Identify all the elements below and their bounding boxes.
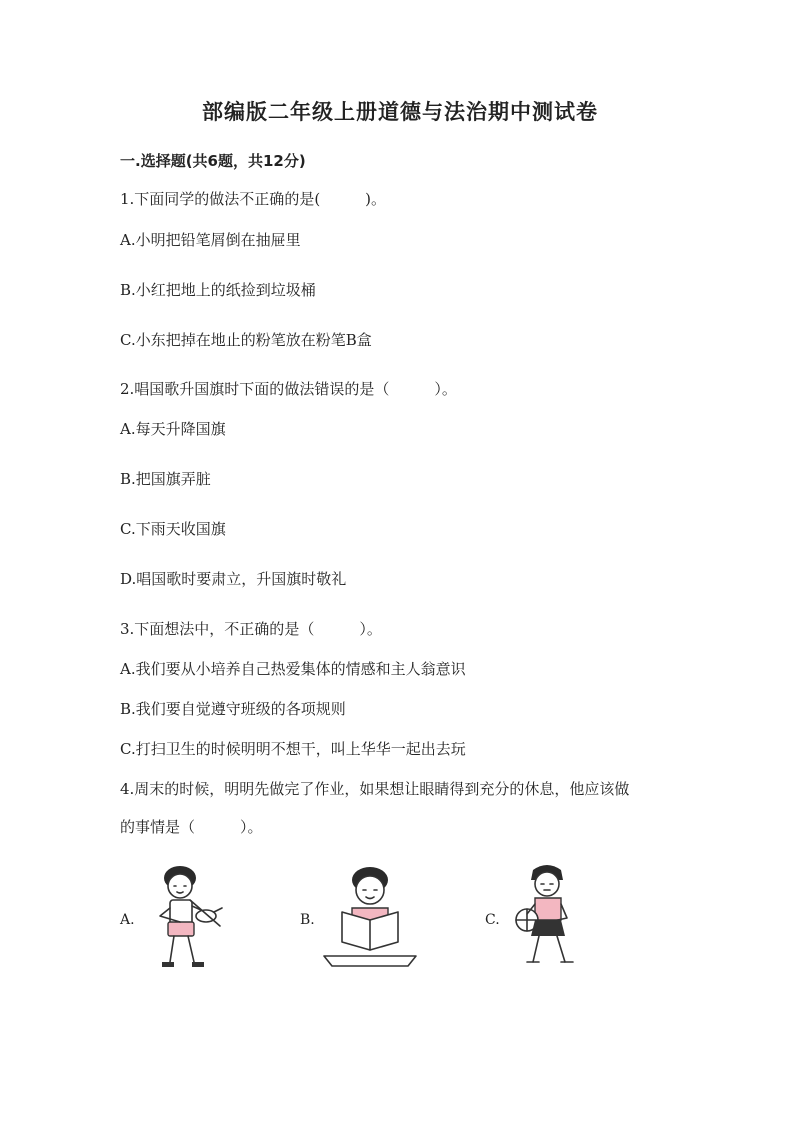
question-4-stem-line-1: 4.周末的时候，明明先做完了作业，如果想让眼睛得到充分的休息，他应该做 xyxy=(120,780,630,798)
question-3-stem: 3.下面想法中，不正确的是（ ）。 xyxy=(120,620,382,638)
question-3-option-c[interactable]: C.打扫卫生的时候明明不想干，叫上华华一起出去玩 xyxy=(120,740,466,758)
question-4-label-c[interactable]: C. xyxy=(485,912,500,928)
boy-playing-violin-icon xyxy=(140,860,230,975)
question-2-option-a[interactable]: A.每天升降国旗 xyxy=(120,420,226,438)
section-heading: 一.选择题(共6题，共12分) xyxy=(120,152,306,170)
question-4-pictures xyxy=(120,860,680,980)
question-2-option-b[interactable]: B.把国旗弄脏 xyxy=(120,470,211,488)
question-1-option-a[interactable]: A.小明把铅笔屑倒在抽屉里 xyxy=(120,231,301,249)
question-4-label-b[interactable]: B. xyxy=(300,912,315,928)
question-1-option-b[interactable]: B.小红把地上的纸捡到垃圾桶 xyxy=(120,281,316,299)
question-1-option-c[interactable]: C.小东把掉在地止的粉笔放在粉笔B盒 xyxy=(120,331,372,349)
question-2-option-c[interactable]: C.下雨天收国旗 xyxy=(120,520,226,538)
boy-holding-basketball-icon xyxy=(505,860,585,975)
question-3-option-a[interactable]: A.我们要从小培养自己热爱集体的情感和主人翁意识 xyxy=(120,660,466,678)
boy-reading-book-icon xyxy=(320,860,420,970)
question-2-option-d[interactable]: D.唱国歌时要肃立，升国旗时敬礼 xyxy=(120,570,347,588)
page-title: 部编版二年级上册道德与法治期中测试卷 xyxy=(202,99,598,124)
question-1-stem: 1.下面同学的做法不正确的是( )。 xyxy=(120,190,387,208)
question-4-stem-line-2: 的事情是（ ）。 xyxy=(120,818,263,836)
question-4-label-a[interactable]: A. xyxy=(120,912,135,928)
question-2-stem: 2.唱国歌升国旗时下面的做法错误的是（ ）。 xyxy=(120,380,457,398)
question-3-option-b[interactable]: B.我们要自觉遵守班级的各项规则 xyxy=(120,700,346,718)
